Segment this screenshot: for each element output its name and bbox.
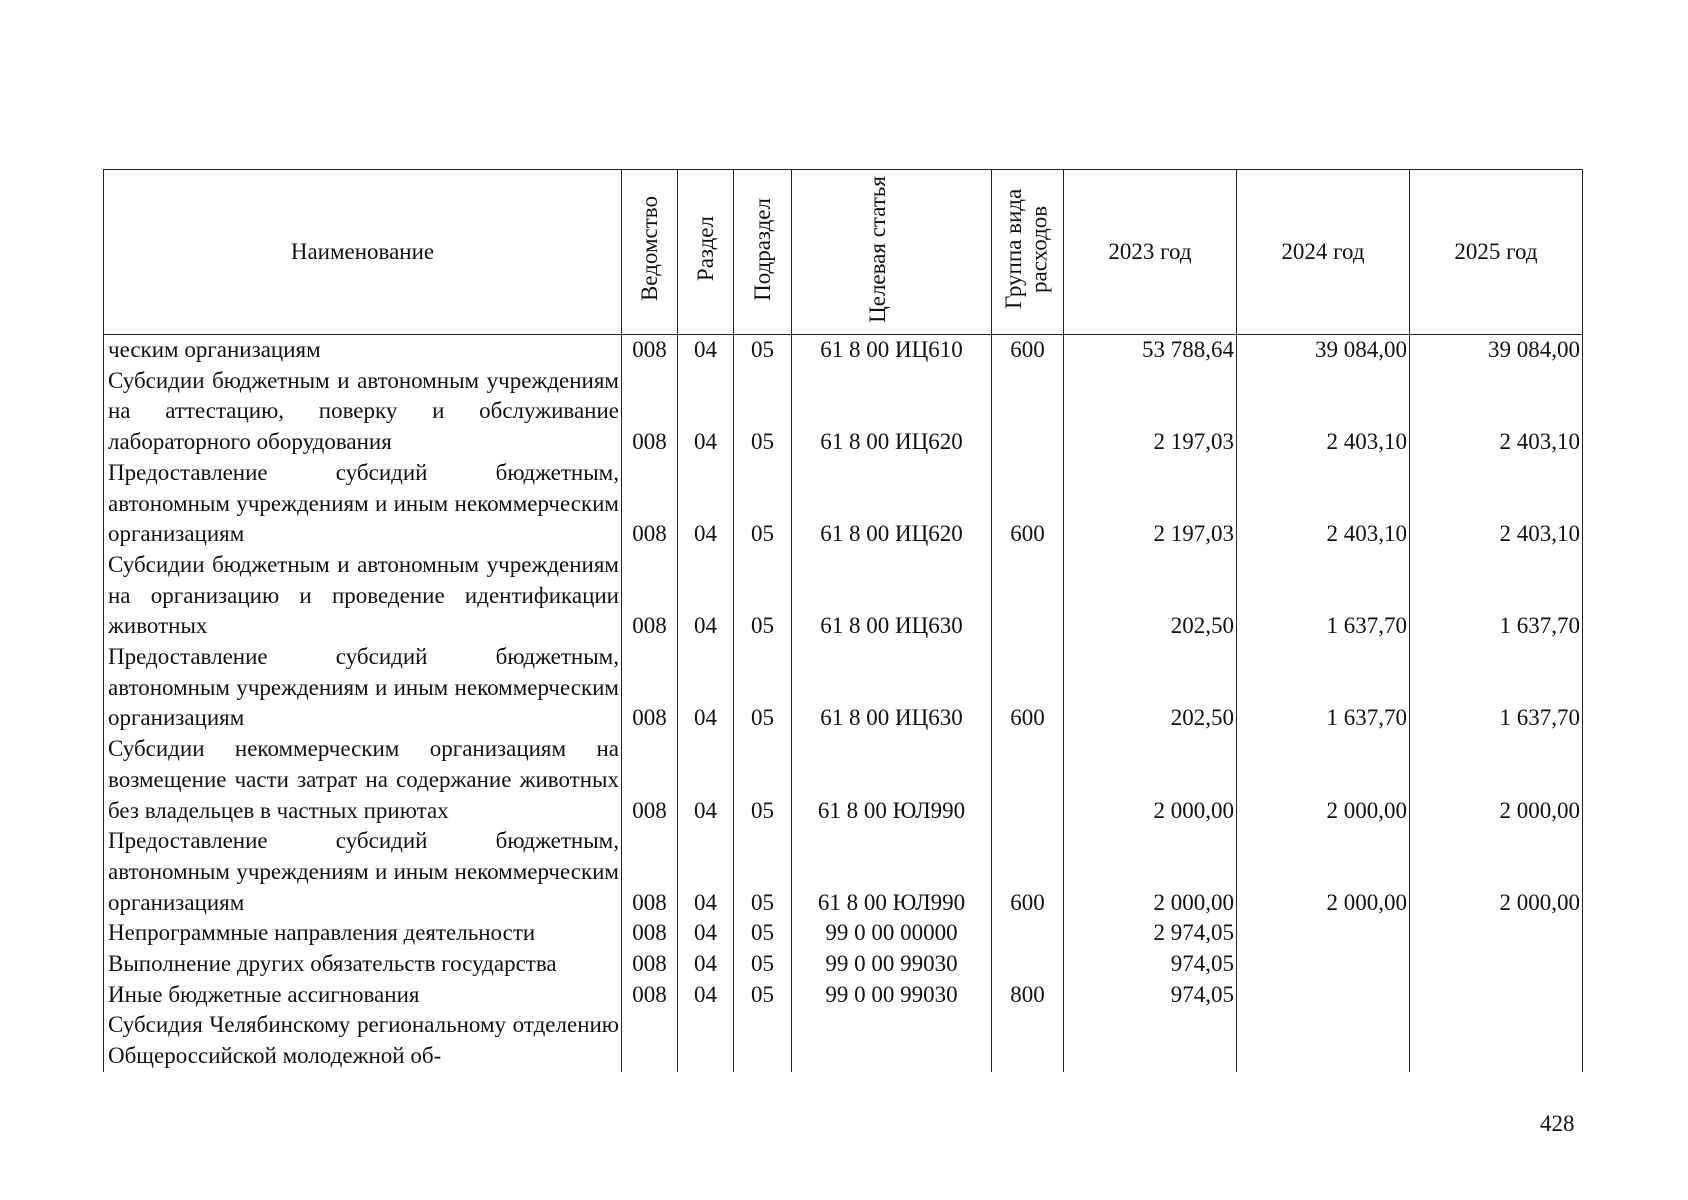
row-tselevaya-statya: 61 8 00 ИЦ620 — [792, 458, 992, 550]
row-gruppa — [992, 734, 1064, 826]
row-value-2024: 1 637,70 — [1237, 550, 1410, 642]
row-name: Непрограммные направления деятельности — [104, 918, 622, 949]
row-razdel: 04 — [678, 366, 734, 458]
row-value-2023: 2 974,05 — [1064, 918, 1237, 949]
table-row — [104, 642, 1583, 734]
row-name: Иные бюджетные ассигнования — [104, 980, 622, 1011]
row-value-2024 — [1237, 980, 1410, 1011]
row-podrazdel: 05 — [734, 335, 792, 366]
row-vedomstvo: 008 — [622, 980, 678, 1011]
table-row — [104, 918, 1583, 949]
row-tselevaya-statya: 61 8 00 ЮЛ990 — [792, 734, 992, 826]
row-name: Субсидия Челябинскому региональному отделению Общероссийской молодежной об- — [104, 1010, 622, 1071]
row-value-2024 — [1237, 918, 1410, 949]
row-tselevaya-statya: 61 8 00 ЮЛ990 — [792, 826, 992, 918]
row-razdel: 04 — [678, 980, 734, 1011]
header-vedomstvo: Ведомство — [622, 170, 678, 335]
row-value-2024: 2 403,10 — [1237, 366, 1410, 458]
table-header-row — [104, 170, 1583, 335]
row-podrazdel: 05 — [734, 918, 792, 949]
row-name: Предоставление субсидий бюджетным, автономным учреждениям и иным некоммерческим организациям — [104, 642, 622, 734]
table-row — [104, 366, 1583, 458]
table-row — [104, 458, 1583, 550]
row-podrazdel: 05 — [734, 458, 792, 550]
header-year-2025: 2025 год — [1410, 170, 1583, 335]
row-tselevaya-statya: 99 0 00 99030 — [792, 980, 992, 1011]
header-tselevaya-statya: Целевая статья — [792, 170, 992, 335]
row-value-2025 — [1410, 949, 1583, 980]
row-value-2025: 2 000,00 — [1410, 734, 1583, 826]
row-razdel: 04 — [678, 918, 734, 949]
row-value-2024 — [1237, 949, 1410, 980]
row-value-2023: 974,05 — [1064, 949, 1237, 980]
row-value-2024: 39 084,00 — [1237, 335, 1410, 366]
row-gruppa: 600 — [992, 335, 1064, 366]
row-value-2023: 202,50 — [1064, 642, 1237, 734]
row-podrazdel: 05 — [734, 550, 792, 642]
header-year-2024: 2024 год — [1237, 170, 1410, 335]
row-podrazdel: 05 — [734, 734, 792, 826]
row-tselevaya-statya: 99 0 00 99030 — [792, 949, 992, 980]
table-row — [104, 1010, 1583, 1071]
header-gruppa-rashodov: Группа вида расходов — [992, 170, 1064, 335]
row-name: Субсидии некоммерческим организациям на возмещение части затрат на содержание животных без владельцев в частных приютах — [104, 734, 622, 826]
table-row — [104, 949, 1583, 980]
row-gruppa — [992, 949, 1064, 980]
row-value-2023: 974,05 — [1064, 980, 1237, 1011]
row-vedomstvo: 008 — [622, 458, 678, 550]
row-razdel: 04 — [678, 949, 734, 980]
row-gruppa: 600 — [992, 458, 1064, 550]
row-tselevaya-statya: 61 8 00 ИЦ630 — [792, 642, 992, 734]
row-vedomstvo: 008 — [622, 550, 678, 642]
table-row — [104, 980, 1583, 1011]
header-name: Наименование — [104, 170, 622, 335]
row-gruppa: 800 — [992, 980, 1064, 1011]
row-value-2025: 39 084,00 — [1410, 335, 1583, 366]
row-gruppa: 600 — [992, 826, 1064, 918]
page-number: 428 — [1540, 1111, 1575, 1136]
row-name: Предоставление субсидий бюджетным, автономным учреждениям и иным некоммерческим организациям — [104, 826, 622, 918]
row-tselevaya-statya: 99 0 00 00000 — [792, 918, 992, 949]
row-razdel: 04 — [678, 734, 734, 826]
row-value-2023 — [1064, 1010, 1237, 1071]
header-razdel: Раздел — [678, 170, 734, 335]
row-name: Предоставление субсидий бюджетным, автономным учреждениям и иным некоммерческим организациям — [104, 458, 622, 550]
table-row — [104, 335, 1583, 366]
row-podrazdel: 05 — [734, 826, 792, 918]
row-podrazdel: 05 — [734, 366, 792, 458]
row-value-2025: 1 637,70 — [1410, 550, 1583, 642]
row-gruppa: 600 — [992, 642, 1064, 734]
row-vedomstvo — [622, 1010, 678, 1071]
row-razdel: 04 — [678, 335, 734, 366]
row-podrazdel — [734, 1010, 792, 1071]
row-razdel — [678, 1010, 734, 1071]
row-value-2025: 2 403,10 — [1410, 458, 1583, 550]
row-value-2024: 2 403,10 — [1237, 458, 1410, 550]
row-value-2023: 2 000,00 — [1064, 734, 1237, 826]
row-tselevaya-statya: 61 8 00 ИЦ610 — [792, 335, 992, 366]
row-gruppa — [992, 550, 1064, 642]
row-podrazdel: 05 — [734, 949, 792, 980]
row-value-2025: 2 000,00 — [1410, 826, 1583, 918]
row-tselevaya-statya: 61 8 00 ИЦ620 — [792, 366, 992, 458]
row-podrazdel: 05 — [734, 642, 792, 734]
row-gruppa — [992, 1010, 1064, 1071]
row-value-2025 — [1410, 918, 1583, 949]
table-row — [104, 826, 1583, 918]
row-name: Выполнение других обязательств государства — [104, 949, 622, 980]
row-value-2023: 2 197,03 — [1064, 366, 1237, 458]
row-gruppa — [992, 366, 1064, 458]
row-vedomstvo: 008 — [622, 335, 678, 366]
row-vedomstvo: 008 — [622, 949, 678, 980]
row-value-2025: 1 637,70 — [1410, 642, 1583, 734]
row-tselevaya-statya — [792, 1010, 992, 1071]
budget-table — [103, 169, 1583, 1072]
table-row — [104, 734, 1583, 826]
row-razdel: 04 — [678, 826, 734, 918]
row-value-2023: 202,50 — [1064, 550, 1237, 642]
row-name: Субсидии бюджетным и автономным учреждениям на организацию и проведение идентификации животных — [104, 550, 622, 642]
row-vedomstvo: 008 — [622, 826, 678, 918]
header-year-2023: 2023 год — [1064, 170, 1237, 335]
header-podrazdel: Подраздел — [734, 170, 792, 335]
table-row — [104, 550, 1583, 642]
row-value-2023: 2 197,03 — [1064, 458, 1237, 550]
row-name: Субсидии бюджетным и автономным учреждениям на аттестацию, поверку и обслуживание лабораторного оборудования — [104, 366, 622, 458]
row-podrazdel: 05 — [734, 980, 792, 1011]
row-value-2024: 2 000,00 — [1237, 826, 1410, 918]
row-vedomstvo: 008 — [622, 734, 678, 826]
row-razdel: 04 — [678, 458, 734, 550]
row-name: ческим организациям — [104, 335, 622, 366]
row-value-2025: 2 403,10 — [1410, 366, 1583, 458]
row-value-2023: 53 788,64 — [1064, 335, 1237, 366]
row-vedomstvo: 008 — [622, 642, 678, 734]
row-value-2023: 2 000,00 — [1064, 826, 1237, 918]
row-value-2025 — [1410, 980, 1583, 1011]
row-value-2025 — [1410, 1010, 1583, 1071]
row-value-2024: 1 637,70 — [1237, 642, 1410, 734]
row-razdel: 04 — [678, 642, 734, 734]
row-value-2024 — [1237, 1010, 1410, 1071]
row-tselevaya-statya: 61 8 00 ИЦ630 — [792, 550, 992, 642]
row-value-2024: 2 000,00 — [1237, 734, 1410, 826]
row-vedomstvo: 008 — [622, 366, 678, 458]
row-gruppa — [992, 918, 1064, 949]
row-vedomstvo: 008 — [622, 918, 678, 949]
row-razdel: 04 — [678, 550, 734, 642]
